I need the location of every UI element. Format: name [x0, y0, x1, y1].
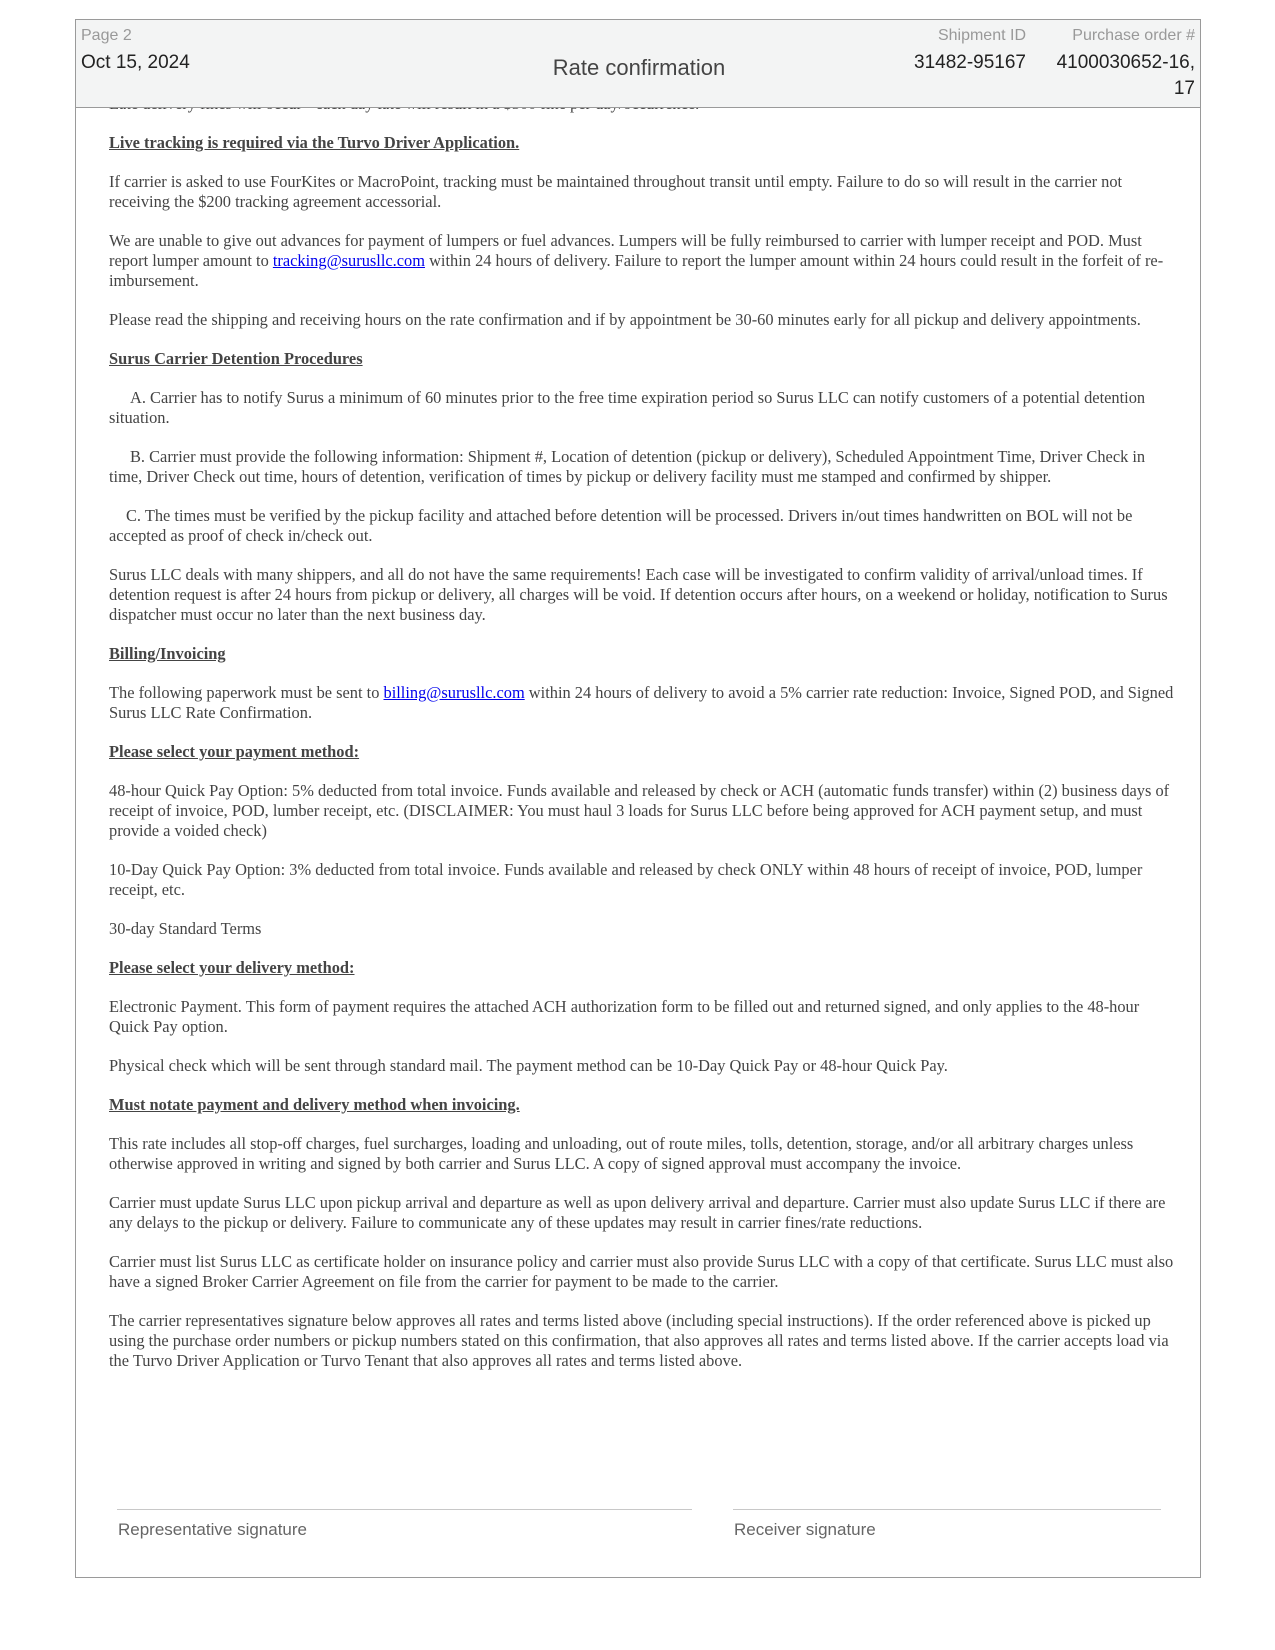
standard-terms-paragraph: 30-day Standard Terms — [109, 919, 262, 938]
page-title: Rate confirmation — [552, 55, 726, 80]
tracking-email-link[interactable]: tracking@surusllc.com — [272, 251, 425, 270]
quick-pay-48-paragraph: 48-hour Quick Pay Option: 5% deducted from total invoice. Funds available and released by check or ACH (automatic funds transfer) within (2) business days of receipt of invoice, POD, lumber receipt, etc. (DISCLAIMER: You must haul 3 loads for Surus LLC before being approved for ACH payment setup, and must provide a voided check) — [109, 781, 1170, 840]
billing-email-link[interactable]: billing@surusllc.com — [383, 683, 525, 702]
insurance-paragraph: Carrier must list Surus LLC as certificate holder on insurance policy and carrier must also provide Surus LLC with a copy of that certificate. Surus LLC must also have a signed Broker Carrier Agreement on file from the carrier for payment to be made to the carrier. — [109, 1252, 1174, 1291]
purchase-order-value: 4100030652-16, 17 — [1056, 52, 1195, 99]
fourkites-paragraph: If carrier is asked to use FourKites or MacroPoint, tracking must be maintained throughout transit until empty. Failure to do so will result in the carrier not receiving the $200 tracking agreement accessorial. — [109, 172, 1123, 211]
billing-paragraph: The following paperwork must be sent to billing@surusllc.com within 24 hours of delivery to avoid a 5% carrier rate reduction: Invoice, Signed POD, and Signed Surus LLC Rate Confirmation. — [109, 683, 1174, 722]
detention-a-paragraph: A. Carrier has to notify Surus a minimum of 60 minutes prior to the free time expiration period so Surus LLC can notify customers of a potential detention situation. — [109, 388, 1146, 427]
electronic-payment-paragraph: Electronic Payment. This form of payment requires the attached ACH authorization form to be filled out and returned signed, and only applies to the 48-hour Quick Pay option. — [109, 997, 1140, 1036]
terms-body — [109, 94, 1174, 1390]
page-number: Page 2 — [81, 27, 132, 44]
update-paragraph: Carrier must update Surus LLC upon pickup arrival and departure as well as upon delivery arrival and departure. Carrier must also update Surus LLC if there are any delays to the pickup or delivery. Failure to communicate any of these updates may result in carrier fines/rate reductions. — [109, 1193, 1166, 1232]
shippers-paragraph: Surus LLC deals with many shippers, and all do not have the same requirements! Each case will be investigated to confirm validity of arrival/unload times. If detention request is after 24 hours from pickup or delivery, all charges will be void. If detention occurs after hours, on a weekend or holiday, notification to Surus dispatcher must occur no later than the next business day. — [109, 565, 1168, 624]
delivery-method-heading: Please select your delivery method: — [109, 958, 355, 977]
representative-signature-line — [117, 1509, 692, 1510]
notate-heading: Must notate payment and delivery method when invoicing. — [109, 1095, 520, 1114]
quick-pay-10-paragraph: 10-Day Quick Pay Option: 3% deducted from total invoice. Funds available and released by check ONLY within 48 hours of receipt of invoice, POD, lumper receipt, etc. — [109, 860, 1143, 899]
document-page — [75, 19, 1201, 1578]
document-date: Oct 15, 2024 — [81, 52, 190, 73]
shipment-id-value: 31482-95167 — [914, 52, 1026, 73]
representative-signature-label: Representative signature — [118, 1520, 308, 1539]
shipment-id-label: Shipment ID — [937, 27, 1026, 44]
detention-c-paragraph: C. The times must be verified by the pickup facility and attached before detention will be processed. Drivers in/out times handwritten on BOL will not be accepted as proof of check in/check out. — [109, 506, 1133, 545]
payment-method-heading: Please select your payment method: — [109, 742, 360, 761]
detention-b-paragraph: B. Carrier must provide the following information: Shipment #, Location of detention (pickup or delivery), Scheduled Appointment Time, Driver Check in time, Driver Check out time, hours of detention, verification of times by pickup or delivery facility must me stamped and confirmed by shipper. — [109, 447, 1146, 486]
lumpers-paragraph: We are unable to give out advances for payment of lumpers or fuel advances. Lumpers will be fully reimbursed to carrier with lumper receipt and POD. Must report lumper amount to tracking@surusllc.com within 24 hours of delivery. Failure to report the lumper amount within 24 hours could result in the forfeit of re-imbursement. — [109, 231, 1164, 290]
detention-heading: Surus Carrier Detention Procedures — [109, 349, 363, 368]
receiver-signature-line — [733, 1509, 1161, 1510]
tracking-heading: Live tracking is required via the Turvo Driver Application. — [109, 133, 520, 152]
physical-check-paragraph: Physical check which will be sent through standard mail. The payment method can be 10-Day Quick Pay or 48-hour Quick Pay. — [109, 1056, 948, 1075]
receiver-signature-label: Receiver signature — [734, 1520, 876, 1539]
hours-paragraph: Please read the shipping and receiving hours on the rate confirmation and if by appointment be 30-60 minutes early for all pickup and delivery appointments. — [109, 310, 1141, 329]
rate-includes-paragraph: This rate includes all stop-off charges, fuel surcharges, loading and unloading, out of route miles, tolls, detention, storage, and/or all arbitrary charges unless otherwise approved in writing and signed by both carrier and Surus LLC. A copy of signed approval must accompany the invoice. — [109, 1134, 1134, 1173]
purchase-order-label: Purchase order # — [1072, 27, 1195, 44]
page-header — [76, 20, 1200, 108]
billing-heading: Billing/Invoicing — [109, 644, 226, 663]
signature-terms-paragraph: The carrier representatives signature below approves all rates and terms listed above (including special instructions). If the order referenced above is picked up using the purchase order numbers or pickup numbers stated on this confirmation, that also approves all rates and terms listed above. If the carrier accepts load via the Turvo Driver Application or Turvo Tenant that also approves all rates and terms listed above. — [109, 1311, 1169, 1370]
